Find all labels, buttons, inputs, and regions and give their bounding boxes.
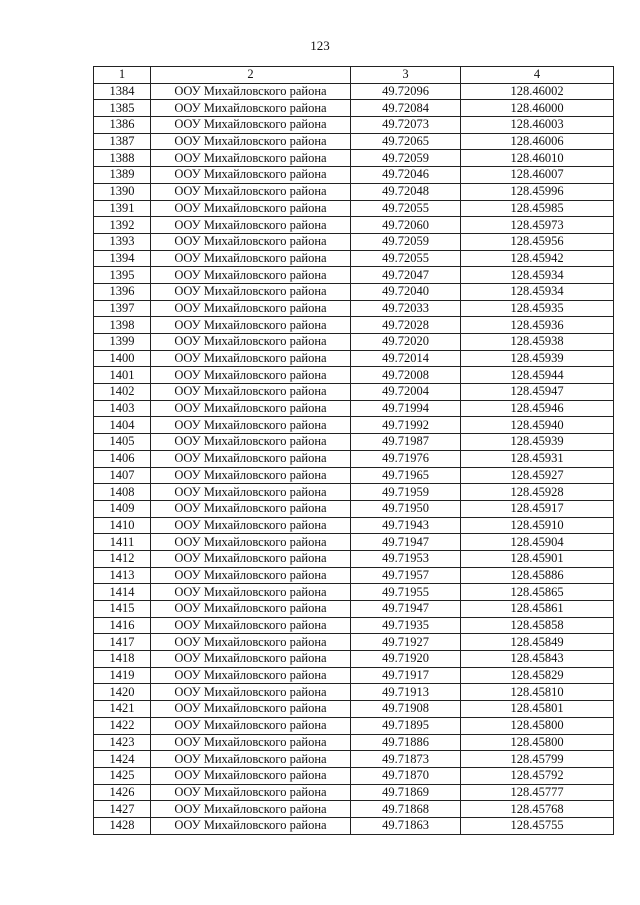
latitude-cell: 49.72033 [351,300,461,317]
table-row [94,334,614,351]
organization-cell: ООУ Михайловского района [151,250,351,267]
table-row [94,534,614,551]
table-row [94,83,614,100]
organization-cell: ООУ Михайловского района [151,417,351,434]
latitude-cell: 49.72046 [351,167,461,184]
table-row [94,183,614,200]
organization-cell: ООУ Михайловского района [151,267,351,284]
latitude-cell: 49.72004 [351,384,461,401]
point-number-cell: 1400 [94,350,151,367]
longitude-cell: 128.45936 [461,317,614,334]
point-number-cell: 1419 [94,667,151,684]
latitude-cell: 49.71976 [351,450,461,467]
longitude-cell: 128.45904 [461,534,614,551]
column-header-3: 3 [351,67,461,84]
latitude-cell: 49.71947 [351,534,461,551]
longitude-cell: 128.45865 [461,584,614,601]
table-row [94,384,614,401]
longitude-cell: 128.46002 [461,83,614,100]
latitude-cell: 49.71994 [351,400,461,417]
longitude-cell: 128.46003 [461,117,614,134]
table-row [94,100,614,117]
longitude-cell: 128.45800 [461,717,614,734]
latitude-cell: 49.72020 [351,334,461,351]
longitude-cell: 128.45800 [461,734,614,751]
latitude-cell: 49.72008 [351,367,461,384]
longitude-cell: 128.45792 [461,767,614,784]
point-number-cell: 1391 [94,200,151,217]
table-row [94,233,614,250]
point-number-cell: 1393 [94,233,151,250]
latitude-cell: 49.71886 [351,734,461,751]
organization-cell: ООУ Михайловского района [151,150,351,167]
latitude-cell: 49.71927 [351,634,461,651]
latitude-cell: 49.71965 [351,467,461,484]
longitude-cell: 128.45777 [461,784,614,801]
latitude-cell: 49.71895 [351,717,461,734]
longitude-cell: 128.45942 [461,250,614,267]
table-row [94,500,614,517]
organization-cell: ООУ Михайловского района [151,367,351,384]
organization-cell: ООУ Михайловского района [151,183,351,200]
longitude-cell: 128.45946 [461,400,614,417]
organization-cell: ООУ Михайловского района [151,200,351,217]
organization-cell: ООУ Михайловского района [151,701,351,718]
point-number-cell: 1385 [94,100,151,117]
point-number-cell: 1427 [94,801,151,818]
table-row [94,767,614,784]
longitude-cell: 128.45910 [461,517,614,534]
point-number-cell: 1426 [94,784,151,801]
latitude-cell: 49.71920 [351,651,461,668]
organization-cell: ООУ Михайловского района [151,400,351,417]
longitude-cell: 128.46010 [461,150,614,167]
table-row [94,651,614,668]
table-row [94,467,614,484]
longitude-cell: 128.45996 [461,183,614,200]
table-row [94,734,614,751]
point-number-cell: 1394 [94,250,151,267]
point-number-cell: 1392 [94,217,151,234]
table-row [94,684,614,701]
organization-cell: ООУ Михайловского района [151,667,351,684]
longitude-cell: 128.46000 [461,100,614,117]
latitude-cell: 49.72059 [351,233,461,250]
table-row [94,784,614,801]
longitude-cell: 128.45928 [461,484,614,501]
table-header-row [94,67,614,84]
point-number-cell: 1416 [94,617,151,634]
table-row [94,200,614,217]
latitude-cell: 49.71869 [351,784,461,801]
point-number-cell: 1407 [94,467,151,484]
table-row [94,517,614,534]
organization-cell: ООУ Михайловского района [151,350,351,367]
latitude-cell: 49.71913 [351,684,461,701]
point-number-cell: 1417 [94,634,151,651]
latitude-cell: 49.72014 [351,350,461,367]
organization-cell: ООУ Михайловского района [151,384,351,401]
organization-cell: ООУ Михайловского района [151,601,351,618]
longitude-cell: 128.45768 [461,801,614,818]
organization-cell: ООУ Михайловского района [151,651,351,668]
latitude-cell: 49.72096 [351,83,461,100]
latitude-cell: 49.71947 [351,601,461,618]
table-row [94,117,614,134]
latitude-cell: 49.72073 [351,117,461,134]
organization-cell: ООУ Михайловского района [151,734,351,751]
latitude-cell: 49.72048 [351,183,461,200]
point-number-cell: 1415 [94,601,151,618]
organization-cell: ООУ Михайловского района [151,684,351,701]
longitude-cell: 128.45829 [461,667,614,684]
point-number-cell: 1413 [94,567,151,584]
organization-cell: ООУ Михайловского района [151,767,351,784]
point-number-cell: 1424 [94,751,151,768]
longitude-cell: 128.45985 [461,200,614,217]
latitude-cell: 49.72047 [351,267,461,284]
organization-cell: ООУ Михайловского района [151,634,351,651]
longitude-cell: 128.45934 [461,267,614,284]
latitude-cell: 49.71873 [351,751,461,768]
table-row [94,350,614,367]
table-row [94,267,614,284]
table-row [94,484,614,501]
point-number-cell: 1418 [94,651,151,668]
longitude-cell: 128.45947 [461,384,614,401]
longitude-cell: 128.45799 [461,751,614,768]
point-number-cell: 1396 [94,283,151,300]
table-row [94,283,614,300]
longitude-cell: 128.45934 [461,283,614,300]
organization-cell: ООУ Михайловского района [151,517,351,534]
longitude-cell: 128.45944 [461,367,614,384]
point-number-cell: 1389 [94,167,151,184]
organization-cell: ООУ Михайловского района [151,801,351,818]
latitude-cell: 49.71953 [351,550,461,567]
point-number-cell: 1412 [94,550,151,567]
point-number-cell: 1409 [94,500,151,517]
longitude-cell: 128.45858 [461,617,614,634]
table-row [94,601,614,618]
organization-cell: ООУ Михайловского района [151,283,351,300]
latitude-cell: 49.72055 [351,250,461,267]
table-row [94,567,614,584]
column-header-2: 2 [151,67,351,84]
latitude-cell: 49.71959 [351,484,461,501]
point-number-cell: 1421 [94,701,151,718]
organization-cell: ООУ Михайловского района [151,484,351,501]
point-number-cell: 1386 [94,117,151,134]
longitude-cell: 128.45886 [461,567,614,584]
latitude-cell: 49.72059 [351,150,461,167]
point-number-cell: 1390 [94,183,151,200]
point-number-cell: 1395 [94,267,151,284]
table-row [94,667,614,684]
point-number-cell: 1403 [94,400,151,417]
point-number-cell: 1398 [94,317,151,334]
table-row [94,817,614,834]
organization-cell: ООУ Михайловского района [151,334,351,351]
latitude-cell: 49.72040 [351,283,461,300]
point-number-cell: 1397 [94,300,151,317]
point-number-cell: 1428 [94,817,151,834]
column-header-4: 4 [461,67,614,84]
table-row [94,150,614,167]
table-row [94,717,614,734]
organization-cell: ООУ Михайловского района [151,233,351,250]
table-row [94,133,614,150]
longitude-cell: 128.45939 [461,350,614,367]
organization-cell: ООУ Михайловского района [151,550,351,567]
latitude-cell: 49.72084 [351,100,461,117]
table-row [94,167,614,184]
point-number-cell: 1411 [94,534,151,551]
latitude-cell: 49.71987 [351,434,461,451]
latitude-cell: 49.71935 [351,617,461,634]
latitude-cell: 49.71863 [351,817,461,834]
table-row [94,801,614,818]
organization-cell: ООУ Михайловского района [151,83,351,100]
longitude-cell: 128.46007 [461,167,614,184]
latitude-cell: 49.71870 [351,767,461,784]
organization-cell: ООУ Михайловского района [151,567,351,584]
organization-cell: ООУ Михайловского района [151,117,351,134]
point-number-cell: 1423 [94,734,151,751]
latitude-cell: 49.71950 [351,500,461,517]
table-row [94,250,614,267]
organization-cell: ООУ Михайловского района [151,751,351,768]
organization-cell: ООУ Михайловского района [151,817,351,834]
longitude-cell: 128.45938 [461,334,614,351]
latitude-cell: 49.72028 [351,317,461,334]
organization-cell: ООУ Михайловского района [151,317,351,334]
latitude-cell: 49.71992 [351,417,461,434]
longitude-cell: 128.45801 [461,701,614,718]
point-number-cell: 1408 [94,484,151,501]
latitude-cell: 49.71908 [351,701,461,718]
organization-cell: ООУ Михайловского района [151,784,351,801]
latitude-cell: 49.72060 [351,217,461,234]
organization-cell: ООУ Михайловского района [151,534,351,551]
point-number-cell: 1410 [94,517,151,534]
point-number-cell: 1387 [94,133,151,150]
organization-cell: ООУ Михайловского района [151,450,351,467]
longitude-cell: 128.45931 [461,450,614,467]
latitude-cell: 49.71917 [351,667,461,684]
longitude-cell: 128.45901 [461,550,614,567]
column-header-1: 1 [94,67,151,84]
point-number-cell: 1414 [94,584,151,601]
organization-cell: ООУ Михайловского района [151,584,351,601]
latitude-cell: 49.71955 [351,584,461,601]
table-row [94,300,614,317]
longitude-cell: 128.45917 [461,500,614,517]
latitude-cell: 49.72055 [351,200,461,217]
longitude-cell: 128.45810 [461,684,614,701]
point-number-cell: 1399 [94,334,151,351]
organization-cell: ООУ Михайловского района [151,300,351,317]
table-body [94,83,614,834]
point-number-cell: 1384 [94,83,151,100]
longitude-cell: 128.45956 [461,233,614,250]
table-row [94,617,614,634]
table-row [94,434,614,451]
organization-cell: ООУ Михайловского района [151,467,351,484]
page-number: 123 [310,38,330,53]
point-number-cell: 1388 [94,150,151,167]
table-row [94,417,614,434]
latitude-cell: 49.71868 [351,801,461,818]
table-row [94,550,614,567]
table-row [94,400,614,417]
point-number-cell: 1422 [94,717,151,734]
organization-cell: ООУ Михайловского района [151,500,351,517]
point-number-cell: 1425 [94,767,151,784]
longitude-cell: 128.45927 [461,467,614,484]
table-row [94,367,614,384]
organization-cell: ООУ Михайловского района [151,100,351,117]
point-number-cell: 1401 [94,367,151,384]
longitude-cell: 128.45843 [461,651,614,668]
organization-cell: ООУ Михайловского района [151,133,351,150]
longitude-cell: 128.45935 [461,300,614,317]
point-number-cell: 1404 [94,417,151,434]
point-number-cell: 1405 [94,434,151,451]
coordinates-table [93,66,614,835]
latitude-cell: 49.71943 [351,517,461,534]
table-row [94,217,614,234]
longitude-cell: 128.45939 [461,434,614,451]
point-number-cell: 1420 [94,684,151,701]
longitude-cell: 128.46006 [461,133,614,150]
table-row [94,701,614,718]
table-row [94,317,614,334]
organization-cell: ООУ Михайловского района [151,217,351,234]
longitude-cell: 128.45940 [461,417,614,434]
organization-cell: ООУ Михайловского района [151,617,351,634]
point-number-cell: 1402 [94,384,151,401]
longitude-cell: 128.45973 [461,217,614,234]
longitude-cell: 128.45861 [461,601,614,618]
latitude-cell: 49.72065 [351,133,461,150]
organization-cell: ООУ Михайловского района [151,167,351,184]
latitude-cell: 49.71957 [351,567,461,584]
table-row [94,584,614,601]
table-row [94,751,614,768]
longitude-cell: 128.45755 [461,817,614,834]
longitude-cell: 128.45849 [461,634,614,651]
organization-cell: ООУ Михайловского района [151,717,351,734]
table-row [94,450,614,467]
table-row [94,634,614,651]
point-number-cell: 1406 [94,450,151,467]
organization-cell: ООУ Михайловского района [151,434,351,451]
